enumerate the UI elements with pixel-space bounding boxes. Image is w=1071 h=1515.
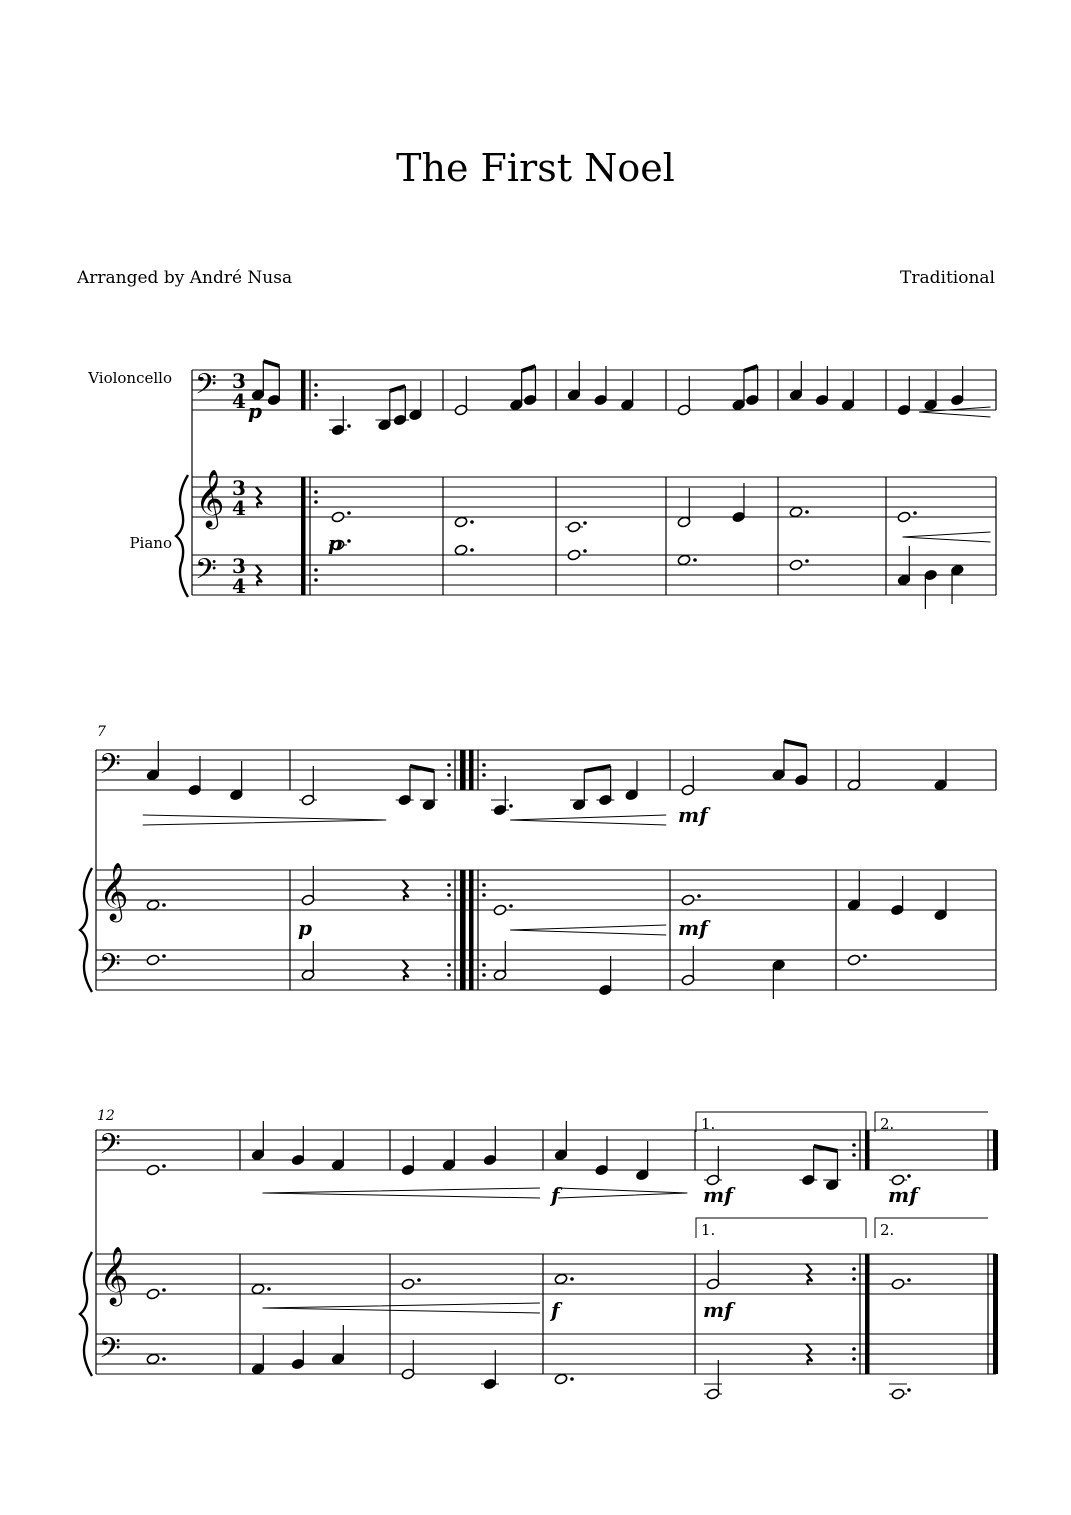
- note-head: [554, 1373, 568, 1385]
- augmentation-dot: [417, 1278, 421, 1282]
- time-signature-denominator: 4: [232, 574, 246, 598]
- note-head: [897, 511, 911, 523]
- composer-credit: Traditional: [900, 268, 995, 288]
- augmentation-dot: [509, 904, 513, 908]
- repeat-dot: [482, 763, 486, 767]
- volta-label: 1.: [701, 1221, 716, 1239]
- bass-clef-icon: 𝄢: [195, 553, 217, 593]
- augmentation-dot: [162, 1357, 166, 1361]
- repeat-dot: [852, 1347, 856, 1351]
- augmentation-dot: [570, 1377, 574, 1381]
- note-head: [847, 954, 861, 966]
- note-head: [554, 1273, 568, 1285]
- augmentation-dot: [162, 903, 166, 907]
- dynamic-marking: mf: [888, 1183, 918, 1207]
- repeat-dot: [852, 1277, 856, 1281]
- repeat-dot: [447, 773, 451, 777]
- volta-label: 2.: [880, 1115, 895, 1133]
- dynamic-marking: p: [328, 531, 342, 555]
- repeat-dot: [314, 500, 318, 504]
- volta-bracket-first: [696, 1218, 866, 1238]
- bass-clef-icon: 𝄢: [99, 1128, 121, 1168]
- augmentation-dot: [583, 521, 587, 525]
- dynamic-marking: mf: [678, 916, 708, 940]
- thick-barline: [460, 870, 465, 990]
- thick-barline: [993, 1130, 998, 1170]
- repeat-dot: [314, 383, 318, 387]
- time-signature-denominator: 4: [232, 389, 246, 413]
- thick-barline: [469, 870, 474, 990]
- crescendo-hairpin: [510, 815, 666, 825]
- crescendo-hairpin: [263, 1303, 540, 1313]
- augmentation-dot: [162, 954, 166, 958]
- piano-brace: [80, 1252, 92, 1376]
- note-head: [567, 549, 581, 561]
- time-signature-denominator: 4: [232, 496, 246, 520]
- instrument-label-cello: Violoncello: [88, 369, 172, 387]
- augmentation-dot: [583, 549, 587, 553]
- dynamic-marking: f: [551, 1183, 560, 1207]
- time-signature-numerator: 3: [232, 476, 246, 500]
- augmentation-dot: [267, 1287, 271, 1291]
- augmentation-dot: [347, 424, 351, 428]
- note-head: [146, 1288, 160, 1300]
- measure-number: 7: [97, 724, 106, 740]
- augmentation-dot: [162, 1164, 166, 1168]
- repeat-dot: [447, 893, 451, 897]
- crescendo-hairpin: [903, 532, 991, 542]
- repeat-dot: [314, 490, 318, 494]
- treble-clef-icon: 𝄞: [195, 469, 225, 527]
- augmentation-dot: [509, 804, 513, 808]
- thick-barline: [301, 477, 306, 595]
- repeat-dot: [482, 973, 486, 977]
- repeat-dot: [482, 883, 486, 887]
- volta-bracket-first: [696, 1112, 866, 1132]
- thick-barline: [469, 750, 474, 790]
- bass-clef-icon: 𝄢: [99, 948, 121, 988]
- crescendo-hairpin: [263, 1188, 540, 1198]
- bass-clef-icon: 𝄢: [99, 1332, 121, 1372]
- note-head: [789, 559, 803, 571]
- volta-label: 1.: [701, 1115, 716, 1133]
- repeat-dot: [852, 1143, 856, 1147]
- piano-brace: [80, 868, 92, 992]
- note-head: [146, 1353, 160, 1365]
- augmentation-dot: [907, 1278, 911, 1282]
- augmentation-dot: [470, 548, 474, 552]
- note-head: [493, 904, 507, 916]
- instrument-label-piano: Piano: [129, 534, 172, 552]
- augmentation-dot: [805, 559, 809, 563]
- dynamic-marking: mf: [678, 803, 708, 827]
- arranger-credit: Arranged by André Nusa: [77, 268, 293, 288]
- augmentation-dot: [470, 520, 474, 524]
- augmentation-dot: [693, 558, 697, 562]
- note-head: [681, 894, 695, 906]
- thick-barline: [301, 370, 306, 410]
- thick-barline: [993, 1254, 998, 1374]
- note-head: [146, 1164, 160, 1176]
- note-head: [891, 1278, 905, 1290]
- repeat-dot: [852, 1357, 856, 1361]
- measure-number: 12: [97, 1108, 115, 1124]
- repeat-dot: [314, 393, 318, 397]
- note-head: [146, 954, 160, 966]
- repeat-dot: [852, 1153, 856, 1157]
- note-head: [567, 521, 581, 533]
- note-head: [789, 506, 803, 518]
- diminuendo-hairpin: [558, 1188, 687, 1198]
- repeat-dot: [314, 578, 318, 582]
- repeat-dot: [852, 1267, 856, 1271]
- dynamic-marking: p: [298, 916, 312, 940]
- thick-barline: [865, 1254, 870, 1374]
- crescendo-hairpin: [510, 925, 666, 935]
- note-head: [331, 511, 345, 523]
- augmentation-dot: [907, 1174, 911, 1178]
- dynamic-marking: mf: [703, 1183, 733, 1207]
- note-head: [251, 1283, 265, 1295]
- repeat-dot: [447, 973, 451, 977]
- note-head: [454, 516, 468, 528]
- piano-brace: [176, 475, 188, 597]
- augmentation-dot: [697, 894, 701, 898]
- augmentation-dot: [347, 539, 351, 543]
- augmentation-dot: [805, 510, 809, 514]
- note-head: [146, 899, 160, 911]
- repeat-dot: [447, 883, 451, 887]
- note-beam: [784, 741, 807, 746]
- note-head: [677, 554, 691, 566]
- augmentation-dot: [907, 1388, 911, 1392]
- augmentation-dot: [863, 954, 867, 958]
- repeat-dot: [482, 773, 486, 777]
- dynamic-marking: f: [551, 1298, 560, 1322]
- time-signature-numerator: 3: [232, 369, 246, 393]
- note-beam: [263, 361, 279, 366]
- note-head: [401, 1278, 415, 1290]
- time-signature-numerator: 3: [232, 554, 246, 578]
- thick-barline: [460, 750, 465, 790]
- repeat-dot: [482, 893, 486, 897]
- thick-barline: [865, 1130, 870, 1170]
- augmentation-dot: [347, 511, 351, 515]
- augmentation-dot: [570, 1277, 574, 1281]
- repeat-dot: [482, 963, 486, 967]
- piece-title: The First Noel: [396, 146, 675, 190]
- diminuendo-hairpin: [143, 815, 387, 825]
- note-head: [891, 1388, 905, 1400]
- repeat-dot: [447, 763, 451, 767]
- repeat-dot: [447, 963, 451, 967]
- augmentation-dot: [162, 1288, 166, 1292]
- treble-clef-icon: 𝄞: [99, 1246, 129, 1304]
- treble-clef-icon: 𝄞: [99, 862, 129, 920]
- augmentation-dot: [913, 511, 917, 515]
- bass-clef-icon: 𝄢: [195, 368, 217, 408]
- dynamic-marking: mf: [703, 1298, 733, 1322]
- bass-clef-icon: 𝄢: [99, 748, 121, 788]
- note-head: [454, 544, 468, 556]
- volta-label: 2.: [880, 1221, 895, 1239]
- dynamic-marking: p: [248, 399, 262, 423]
- repeat-dot: [314, 568, 318, 572]
